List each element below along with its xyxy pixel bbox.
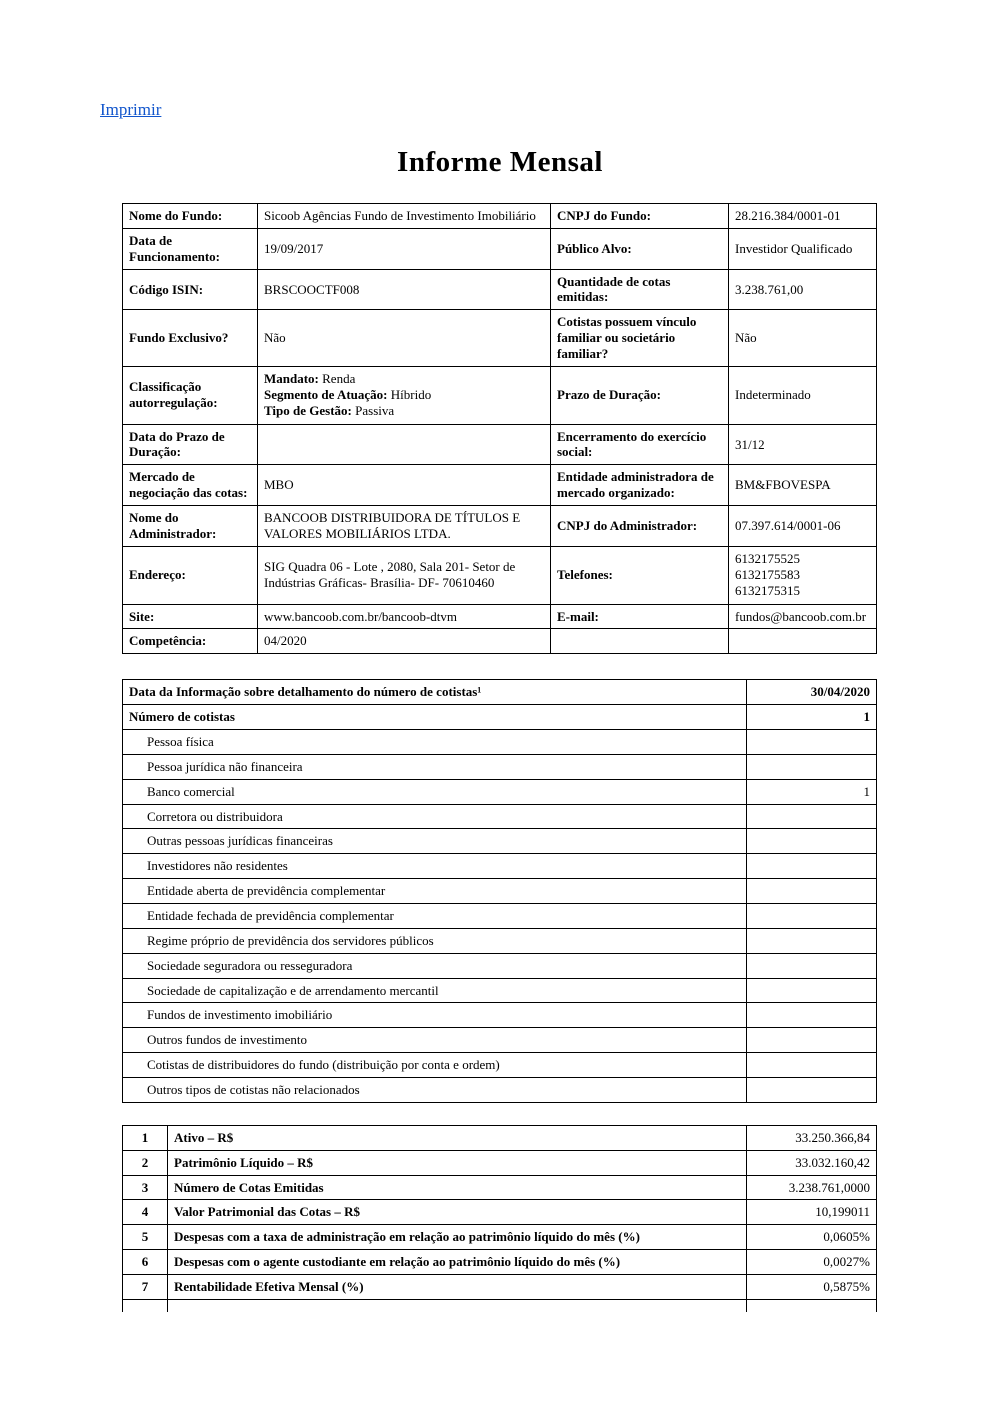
field-value-cell: Não	[729, 310, 877, 367]
cotistas-count-cell	[747, 804, 877, 829]
field-value-cell: 04/2020	[258, 629, 551, 654]
cotistas-category-cell: Pessoa física	[123, 729, 747, 754]
field-value-cell: BM&FBOVESPA	[729, 465, 877, 506]
field-label-cell: Nome do Administrador:	[123, 506, 258, 547]
field-value-cell: Indeterminado	[729, 366, 877, 424]
telefone-line: 6132175583	[735, 567, 800, 583]
financial-table	[122, 1125, 877, 1313]
cotistas-count-cell	[747, 1028, 877, 1053]
table-row	[123, 228, 877, 269]
table-row	[123, 424, 877, 465]
metric-label-cell: Patrimônio Líquido – R$	[168, 1150, 747, 1175]
field-label-cell: Encerramento do exercício social:	[551, 424, 729, 465]
table-row	[123, 928, 877, 953]
field-value-cell: 07.397.614/0001-06	[729, 506, 877, 547]
table-row	[123, 1175, 877, 1200]
row-number-cell: 4	[123, 1200, 168, 1225]
classification-sublabel: Segmento de Atuação:	[264, 387, 388, 403]
row-number-cell	[123, 1299, 168, 1312]
table-row	[123, 1150, 877, 1175]
field-value-cell: SIG Quadra 06 - Lote , 2080, Sala 201- Setor de Indústrias Gráficas- Brasília- DF- 70610460	[258, 546, 551, 604]
cotistas-total-value-cell: 1	[747, 705, 877, 730]
page-title: Informe Mensal	[397, 146, 603, 178]
table-row	[123, 779, 877, 804]
table-row	[123, 1003, 877, 1028]
classification-subvalue: Híbrido	[390, 387, 432, 403]
classification-line	[264, 371, 544, 387]
field-value-cell	[729, 629, 877, 654]
field-label-cell: Entidade administradora de mercado organizado:	[551, 465, 729, 506]
classification-sublabel: Tipo de Gestão:	[264, 403, 352, 419]
field-label-cell: Data do Prazo de Duração:	[123, 424, 258, 465]
cotistas-total-row	[123, 705, 877, 730]
metric-label-cell: Número de Cotas Emitidas	[168, 1175, 747, 1200]
classification-value-cell	[258, 366, 551, 424]
cotistas-count-cell	[747, 1078, 877, 1103]
table-row	[123, 465, 877, 506]
field-label-cell: CNPJ do Fundo:	[551, 204, 729, 229]
table-row	[123, 804, 877, 829]
metric-value-cell: 33.032.160,42	[747, 1150, 877, 1175]
field-label-cell: Código ISIN:	[123, 269, 258, 310]
cotistas-count-cell	[747, 1053, 877, 1078]
row-number-cell: 6	[123, 1250, 168, 1275]
cotistas-table	[122, 679, 877, 1103]
field-label-cell: E-mail:	[551, 604, 729, 629]
field-label-cell: Classificação autorregulação:	[123, 366, 258, 424]
table-row	[123, 604, 877, 629]
field-label-cell: Prazo de Duração:	[551, 366, 729, 424]
table-row	[123, 903, 877, 928]
field-label-cell: Telefones:	[551, 546, 729, 604]
cotistas-count-cell	[747, 754, 877, 779]
print-link[interactable]: Imprimir	[100, 100, 162, 119]
table-row	[123, 1053, 877, 1078]
field-label-cell: Data de Funcionamento:	[123, 228, 258, 269]
field-value-cell: 19/09/2017	[258, 228, 551, 269]
table-row	[123, 546, 877, 604]
cotistas-header-label-cell: Data da Informação sobre detalhamento do número de cotistas¹	[123, 680, 747, 705]
field-value-cell: fundos@bancoob.com.br	[729, 604, 877, 629]
cotistas-total-label-cell: Número de cotistas	[123, 705, 747, 730]
field-label-cell: Endereço:	[123, 546, 258, 604]
field-value-cell	[258, 424, 551, 465]
cotistas-category-cell: Entidade fechada de previdência complementar	[123, 903, 747, 928]
cotistas-count-cell	[747, 953, 877, 978]
telefone-line: 6132175315	[735, 583, 800, 599]
classification-subvalue: Renda	[322, 370, 356, 386]
cotistas-header-row	[123, 680, 877, 705]
table-row	[123, 1275, 877, 1300]
field-value-cell: 3.238.761,00	[729, 269, 877, 310]
metric-value-cell: 0,5875%	[747, 1275, 877, 1300]
cotistas-count-cell	[747, 978, 877, 1003]
cotistas-category-cell: Sociedade seguradora ou resseguradora	[123, 953, 747, 978]
classification-subvalue: Passiva	[355, 403, 395, 419]
table-row	[123, 1225, 877, 1250]
field-label-cell: Cotistas possuem vínculo familiar ou societário familiar?	[551, 310, 729, 367]
cotistas-category-cell: Pessoa jurídica não financeira	[123, 754, 747, 779]
cotistas-category-cell: Investidores não residentes	[123, 854, 747, 879]
table-row	[123, 310, 877, 367]
partial-table-row	[123, 1299, 877, 1312]
table-row	[123, 269, 877, 310]
table-row	[123, 729, 877, 754]
field-label-cell: CNPJ do Administrador:	[551, 506, 729, 547]
cotistas-category-cell: Outras pessoas jurídicas financeiras	[123, 829, 747, 854]
cotistas-category-cell: Entidade aberta de previdência complementar	[123, 879, 747, 904]
field-label-cell: Fundo Exclusivo?	[123, 310, 258, 367]
cotistas-count-cell	[747, 729, 877, 754]
cotistas-category-cell: Banco comercial	[123, 779, 747, 804]
table-row	[123, 978, 877, 1003]
metric-value-cell: 0,0605%	[747, 1225, 877, 1250]
table-row	[123, 629, 877, 654]
cotistas-count-cell	[747, 903, 877, 928]
cotistas-category-cell: Outros fundos de investimento	[123, 1028, 747, 1053]
table-row	[123, 1028, 877, 1053]
classification-sublabel: Mandato:	[264, 370, 319, 386]
row-number-cell: 5	[123, 1225, 168, 1250]
table-row	[123, 854, 877, 879]
metric-label-cell: Despesas com a taxa de administração em relação ao patrimônio líquido do mês (%)	[168, 1225, 747, 1250]
table-row	[123, 204, 877, 229]
row-number-cell: 3	[123, 1175, 168, 1200]
field-value-cell: Não	[258, 310, 551, 367]
cotistas-category-cell: Fundos de investimento imobiliário	[123, 1003, 747, 1028]
table-row	[123, 879, 877, 904]
field-value-cell: BRSCOOCTF008	[258, 269, 551, 310]
metric-label-cell: Despesas com o agente custodiante em relação ao patrimônio líquido do mês (%)	[168, 1250, 747, 1275]
fund-info-table	[122, 203, 877, 654]
field-label-cell: Nome do Fundo:	[123, 204, 258, 229]
table-row	[123, 506, 877, 547]
metric-label-cell: Ativo – R$	[168, 1125, 747, 1150]
metric-label-cell: Valor Patrimonial das Cotas – R$	[168, 1200, 747, 1225]
table-row	[123, 953, 877, 978]
field-label-cell: Competência:	[123, 629, 258, 654]
field-label-cell: Mercado de negociação das cotas:	[123, 465, 258, 506]
table-row	[123, 1078, 877, 1103]
cotistas-count-cell	[747, 854, 877, 879]
row-number-cell: 2	[123, 1150, 168, 1175]
table-row	[123, 754, 877, 779]
telefones-value-cell	[729, 546, 877, 604]
metric-label-cell	[168, 1299, 747, 1312]
field-value-cell: MBO	[258, 465, 551, 506]
metric-value-cell: 0,0027%	[747, 1250, 877, 1275]
cotistas-count-cell	[747, 928, 877, 953]
field-value-cell: 28.216.384/0001-01	[729, 204, 877, 229]
classification-line	[264, 387, 544, 403]
cotistas-category-cell: Regime próprio de previdência dos servidores públicos	[123, 928, 747, 953]
field-value-cell: 31/12	[729, 424, 877, 465]
field-value-cell: www.bancoob.com.br/bancoob-dtvm	[258, 604, 551, 629]
field-label-cell: Público Alvo:	[551, 228, 729, 269]
cotistas-header-date-cell: 30/04/2020	[747, 680, 877, 705]
row-number-cell: 7	[123, 1275, 168, 1300]
telefone-line: 6132175525	[735, 550, 800, 566]
cotistas-category-cell: Outros tipos de cotistas não relacionados	[123, 1078, 747, 1103]
cotistas-category-cell: Sociedade de capitalização e de arrendamento mercantil	[123, 978, 747, 1003]
table-row	[123, 366, 877, 424]
classification-line	[264, 403, 544, 419]
table-row	[123, 829, 877, 854]
cotistas-count-cell	[747, 829, 877, 854]
table-row	[123, 1200, 877, 1225]
metric-value-cell: 10,199011	[747, 1200, 877, 1225]
cotistas-count-cell	[747, 879, 877, 904]
cotistas-category-cell: Corretora ou distribuidora	[123, 804, 747, 829]
cotistas-count-cell	[747, 1003, 877, 1028]
metric-value-cell	[747, 1299, 877, 1312]
cotistas-count-cell: 1	[747, 779, 877, 804]
cotistas-category-cell: Cotistas de distribuidores do fundo (distribuição por conta e ordem)	[123, 1053, 747, 1078]
field-label-cell: Site:	[123, 604, 258, 629]
field-value-cell: Sicoob Agências Fundo de Investimento Imobiliário	[258, 204, 551, 229]
table-row	[123, 1125, 877, 1150]
field-value-cell: BANCOOB DISTRIBUIDORA DE TÍTULOS E VALORES MOBILIÁRIOS LTDA.	[258, 506, 551, 547]
field-label-cell	[551, 629, 729, 654]
table-row	[123, 1250, 877, 1275]
metric-value-cell: 3.238.761,0000	[747, 1175, 877, 1200]
metric-value-cell: 33.250.366,84	[747, 1125, 877, 1150]
row-number-cell: 1	[123, 1125, 168, 1150]
metric-label-cell: Rentabilidade Efetiva Mensal (%)	[168, 1275, 747, 1300]
field-label-cell: Quantidade de cotas emitidas:	[551, 269, 729, 310]
field-value-cell: Investidor Qualificado	[729, 228, 877, 269]
